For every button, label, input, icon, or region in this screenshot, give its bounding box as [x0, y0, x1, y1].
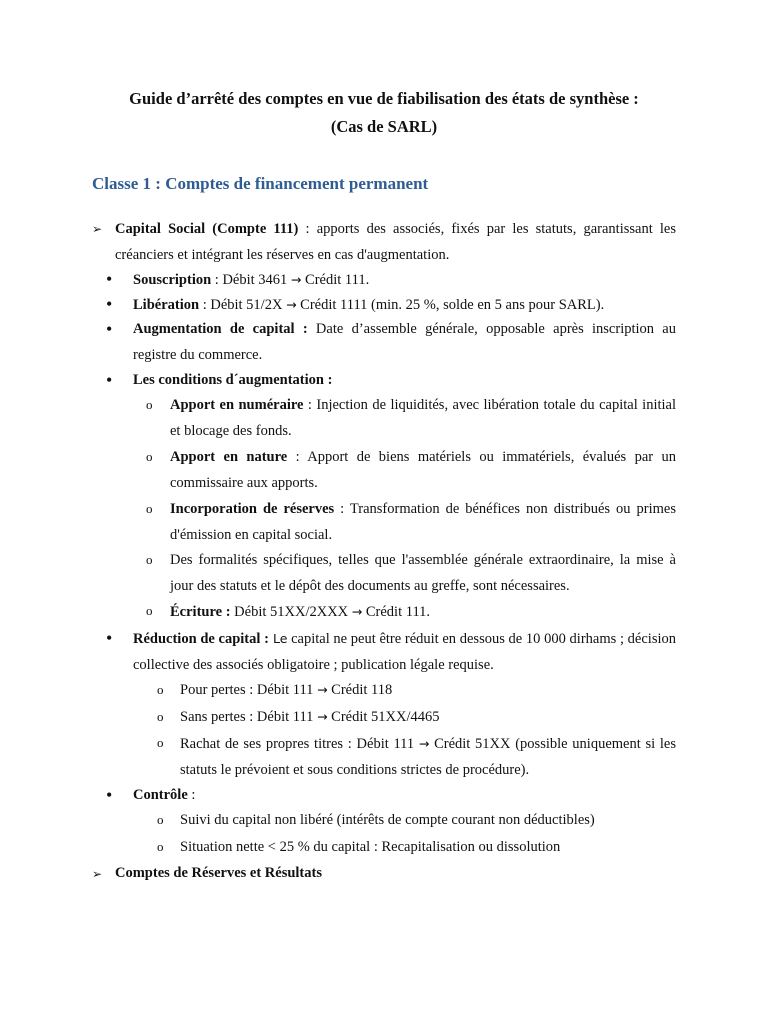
arrow-icon: →	[317, 682, 328, 697]
capital-social-label: Capital Social (Compte 111)	[115, 221, 299, 237]
circle-bullet-icon: o	[157, 735, 164, 750]
apport-numeraire-item: Apport en numéraire : Injection de liquidités, avec libération totale du capital initial et blocage des fonds.	[170, 397, 676, 439]
circle-bullet-icon: o	[146, 552, 153, 567]
controle-item: Contrôle :	[133, 787, 196, 803]
augmentation-label: Augmentation de capital :	[133, 321, 308, 337]
section-heading: Classe 1 : Comptes de financement permanent	[92, 174, 429, 193]
conditions-label: Les conditions d´augmentation :	[133, 372, 333, 388]
reduction-sans-pertes-item: Sans pertes : Débit 111 → Crédit 51XX/4465	[180, 709, 440, 725]
liberation-item: Libération : Débit 51/2X → Crédit 1111 (min. 25 %, solde en 5 ans pour SARL).	[133, 297, 605, 313]
bullet-dot-icon: •	[106, 370, 113, 390]
liberation-label: Libération	[133, 297, 200, 313]
arrow-icon: →	[286, 297, 297, 312]
bullet-dot-icon: •	[106, 628, 113, 648]
bullet-dot-icon: •	[106, 319, 113, 339]
reduction-rachat-item: Rachat de ses propres titres : Débit 111 → Crédit 51XX (possible uniquement si les statuts le prévoient et sous conditions strictes de procédure).	[180, 736, 676, 778]
circle-bullet-icon: o	[157, 682, 164, 697]
formalites-item: Des formalités spécifiques, telles que l'assemblée générale extraordinaire, la mise à jour des statuts et le dépôt des documents au greffe, sont nécessaires.	[170, 552, 676, 594]
circle-bullet-icon: o	[157, 839, 164, 854]
capital-social-item	[115, 217, 676, 268]
reserves-resultats-label: Comptes de Réserves et Résultats	[115, 865, 322, 881]
reduction-item: Réduction de capital : Le capital ne peut être réduit en dessous de 10 000 dirhams ; décision collective des associés obligatoire ; publication légale requise.	[133, 631, 676, 673]
document-title-line-1: Guide d’arrêté des comptes en vue de fiabilisation des états de synthèse :	[129, 89, 639, 108]
incorporation-reserves-item: Incorporation de réserves : Transformation de bénéfices non distribués ou primes d'émission en capital social.	[170, 501, 677, 543]
capital-social-text: : apports des associés, fixés par les statuts, garantissant les créanciers et intégrant les réserves en cas d'augmentation.	[115, 221, 676, 263]
conditions-item	[133, 368, 676, 394]
circle-bullet-icon: o	[157, 812, 164, 827]
arrow-icon: →	[418, 736, 430, 751]
souscription-item: Souscription : Débit 3461 → Crédit 111.	[133, 272, 370, 288]
arrow-bullet-icon: ➢	[92, 867, 103, 881]
circle-bullet-icon: o	[146, 397, 153, 412]
arrow-bullet-icon: ➢	[92, 222, 103, 236]
arrow-icon: →	[290, 272, 302, 287]
reduction-label: Réduction de capital :	[133, 631, 269, 647]
souscription-label: Souscription	[133, 272, 212, 288]
bullet-dot-icon: •	[106, 294, 113, 314]
arrow-icon: →	[317, 709, 328, 724]
reserves-resultats-item	[115, 861, 676, 887]
bullet-dot-icon: •	[106, 785, 113, 805]
ecriture-item: Écriture : Débit 51XX/2XXX → Crédit 111.	[170, 604, 431, 620]
document-title-line-2: (Cas de SARL)	[330, 117, 438, 136]
circle-bullet-icon: o	[146, 603, 153, 618]
circle-bullet-icon: o	[146, 449, 153, 464]
augmentation-item: Augmentation de capital : Date d’assemble générale, opposable après inscription au registre du commerce.	[133, 321, 676, 363]
controle-situation-item: Situation nette < 25 % du capital : Recapitalisation ou dissolution	[180, 839, 561, 855]
arrow-icon: →	[351, 604, 363, 619]
controle-label: Contrôle	[133, 787, 188, 803]
reduction-pertes-item: Pour pertes : Débit 111 → Crédit 118	[180, 682, 393, 698]
circle-bullet-icon: o	[146, 501, 153, 516]
controle-suivi-item: Suivi du capital non libéré (intérêts de compte courant non déductibles)	[180, 812, 595, 828]
circle-bullet-icon: o	[157, 709, 164, 724]
bullet-dot-icon: •	[106, 269, 113, 289]
apport-nature-item: Apport en nature : Apport de biens matériels ou immatériels, évalués par un commissaire aux apports.	[170, 449, 677, 491]
